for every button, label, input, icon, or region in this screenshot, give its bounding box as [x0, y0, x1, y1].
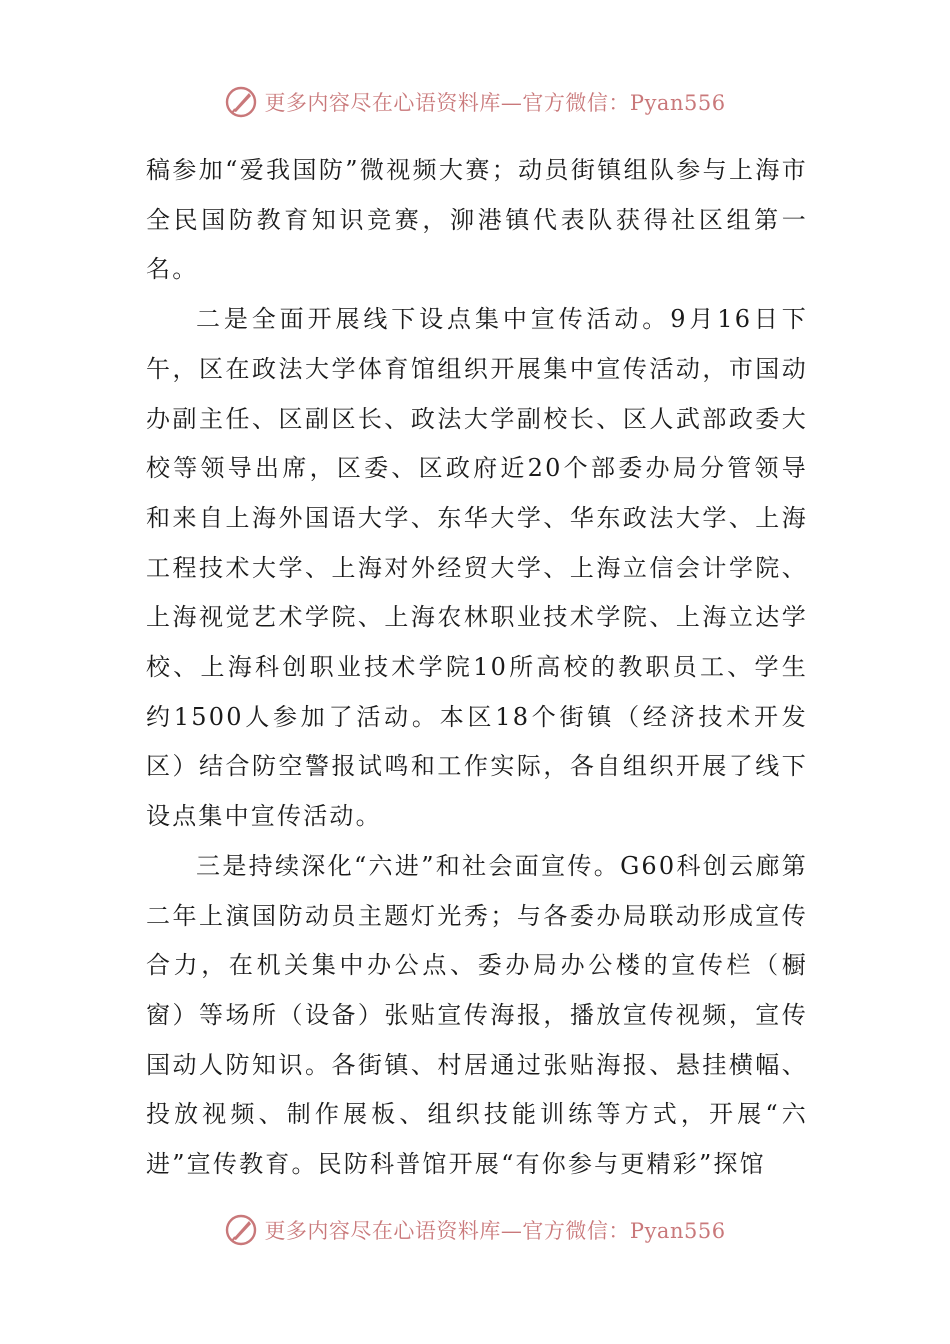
paragraph-2: 二是全面开展线下设点集中宣传活动。9月16日下午，区在政法大学体育馆组织开展集中宣传活动，市国动办副主任、区副区长、政法大学副校长、区人武部政委大校等领导出席，区委、区政府近20个部委办局分管领导和来自上海外国语大学、东华大学、华东政法大学、上海工程技术大学、上海对外经贸大学、上海立信会计学院、上海视觉艺术学院、上海农林职业技术学院、上海立达学校、上海科创职业技术学院10所高校的教职员工、学生约1500人参加了活动。本区18个街镇（经济技术开发区）结合防空警报试鸣和工作实际，各自组织开展了线下设点集中宣传活动。 [146, 305, 808, 831]
quill-logo-icon [224, 85, 258, 119]
header-watermark-banner [0, 80, 950, 124]
paragraph-3: 三是持续深化“六进”和社会面宣传。G60科创云廊第二年上演国防动员主题灯光秀；与各委办局联动形成宣传合力，在机关集中办公点、委办局办公楼的宣传栏（橱窗）等场所（设备）张贴宣传海报，播放宣传视频，宣传国动人防知识。各街镇、村居通过张贴海报、悬挂横幅、投放视频、制作展板、组织技能训练等方式，开展“六进”宣传教育。民防科普馆开展“有你参与更精彩”探馆 [146, 851, 808, 1179]
header-watermark-text: 更多内容尽在心语资料库—官方微信：Pyan556 [264, 91, 726, 115]
quill-logo-icon [224, 1213, 258, 1247]
footer-watermark-banner [0, 1208, 950, 1252]
footer-watermark-text: 更多内容尽在心语资料库—官方微信：Pyan556 [264, 1219, 726, 1243]
paragraph-1: 稿参加“爱我国防”微视频大赛；动员街镇组队参与上海市全民国防教育知识竞赛，泖港镇代表队获得社区组第一名。 [146, 156, 808, 284]
document-body [146, 146, 808, 1190]
